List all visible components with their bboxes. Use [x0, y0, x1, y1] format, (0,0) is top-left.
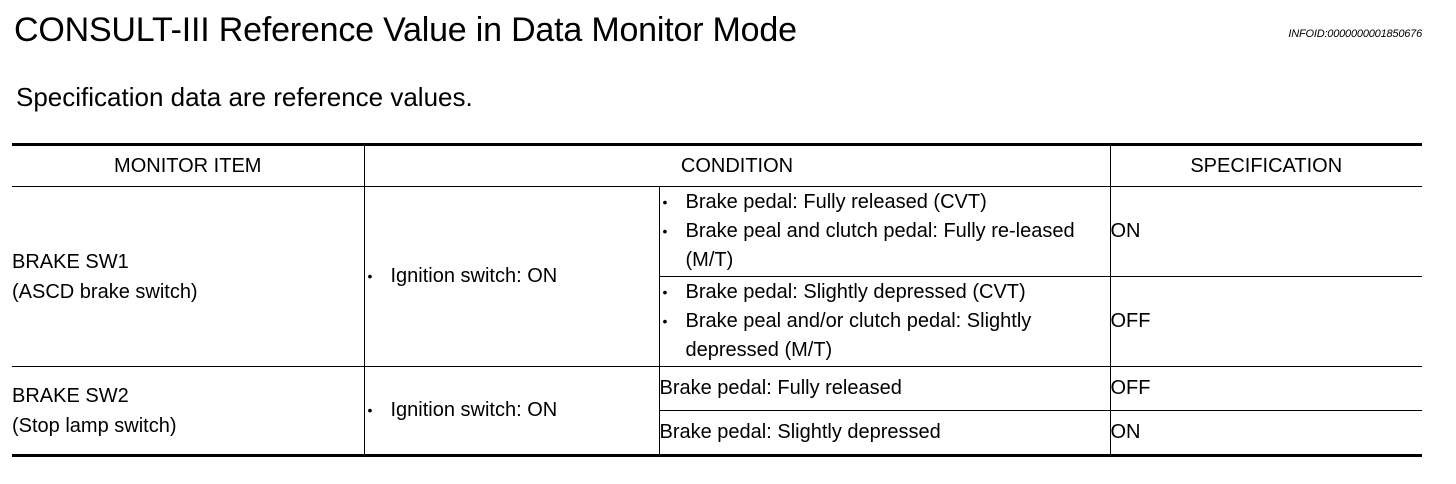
header-monitor-item: MONITOR ITEM [12, 145, 364, 187]
condition-text: Ignition switch: ON [390, 399, 558, 421]
header-condition: CONDITION [364, 145, 1110, 187]
table-header-row [12, 145, 1422, 187]
page-title: CONSULT-III Reference Value in Data Monitor Mode [14, 11, 797, 49]
monitor-item-description: (Stop lamp switch) [12, 414, 177, 437]
specification-value: OFF [1110, 367, 1422, 411]
condition-cell [364, 367, 659, 456]
sub-condition-text: Brake peal and/or clutch pedal: Slightly depressed (M/T) [685, 310, 1032, 361]
sub-condition-text: Brake pedal: Slightly depressed (CVT) [685, 281, 1026, 303]
table-row [12, 187, 1422, 277]
bullet-icon: • [367, 268, 373, 284]
sub-condition-cell: Brake pedal: Slightly depressed [659, 411, 1110, 456]
condition-bullet [365, 262, 659, 291]
page-subtitle: Specification data are reference values. [16, 82, 473, 112]
monitor-item-name: BRAKE SW2 [12, 384, 129, 407]
sub-condition-cell [659, 187, 1110, 277]
condition-bullet [365, 396, 659, 425]
sub-condition-bullet [660, 278, 1110, 307]
monitor-item-description: (ASCD brake switch) [12, 280, 198, 303]
sub-condition-bullet [660, 307, 1110, 365]
monitor-item-name: BRAKE SW1 [12, 250, 129, 273]
bullet-icon: • [662, 284, 668, 300]
specification-value: OFF [1110, 277, 1422, 367]
bullet-icon: • [662, 194, 668, 210]
specification-value: ON [1110, 411, 1422, 456]
table-row [12, 367, 1422, 411]
monitor-item-cell [12, 367, 364, 456]
bullet-icon: • [662, 313, 668, 329]
sub-condition-cell [659, 277, 1110, 367]
sub-condition-bullet [660, 188, 1110, 217]
bullet-icon: • [662, 223, 668, 239]
specification-value: ON [1110, 187, 1422, 277]
bullet-icon: • [367, 402, 373, 418]
monitor-item-cell [12, 187, 364, 367]
info-id: INFOID:0000000001850676 [1288, 28, 1422, 40]
condition-text: Ignition switch: ON [390, 265, 558, 287]
header-specification: SPECIFICATION [1110, 145, 1422, 187]
condition-cell [364, 187, 659, 367]
sub-condition-text: Brake pedal: Fully released (CVT) [685, 191, 987, 213]
reference-value-table [12, 143, 1422, 457]
sub-condition-bullet [660, 217, 1110, 275]
sub-condition-text: Brake peal and clutch pedal: Fully re-leased (M/T) [685, 220, 1075, 271]
sub-condition-cell: Brake pedal: Fully released [659, 367, 1110, 411]
